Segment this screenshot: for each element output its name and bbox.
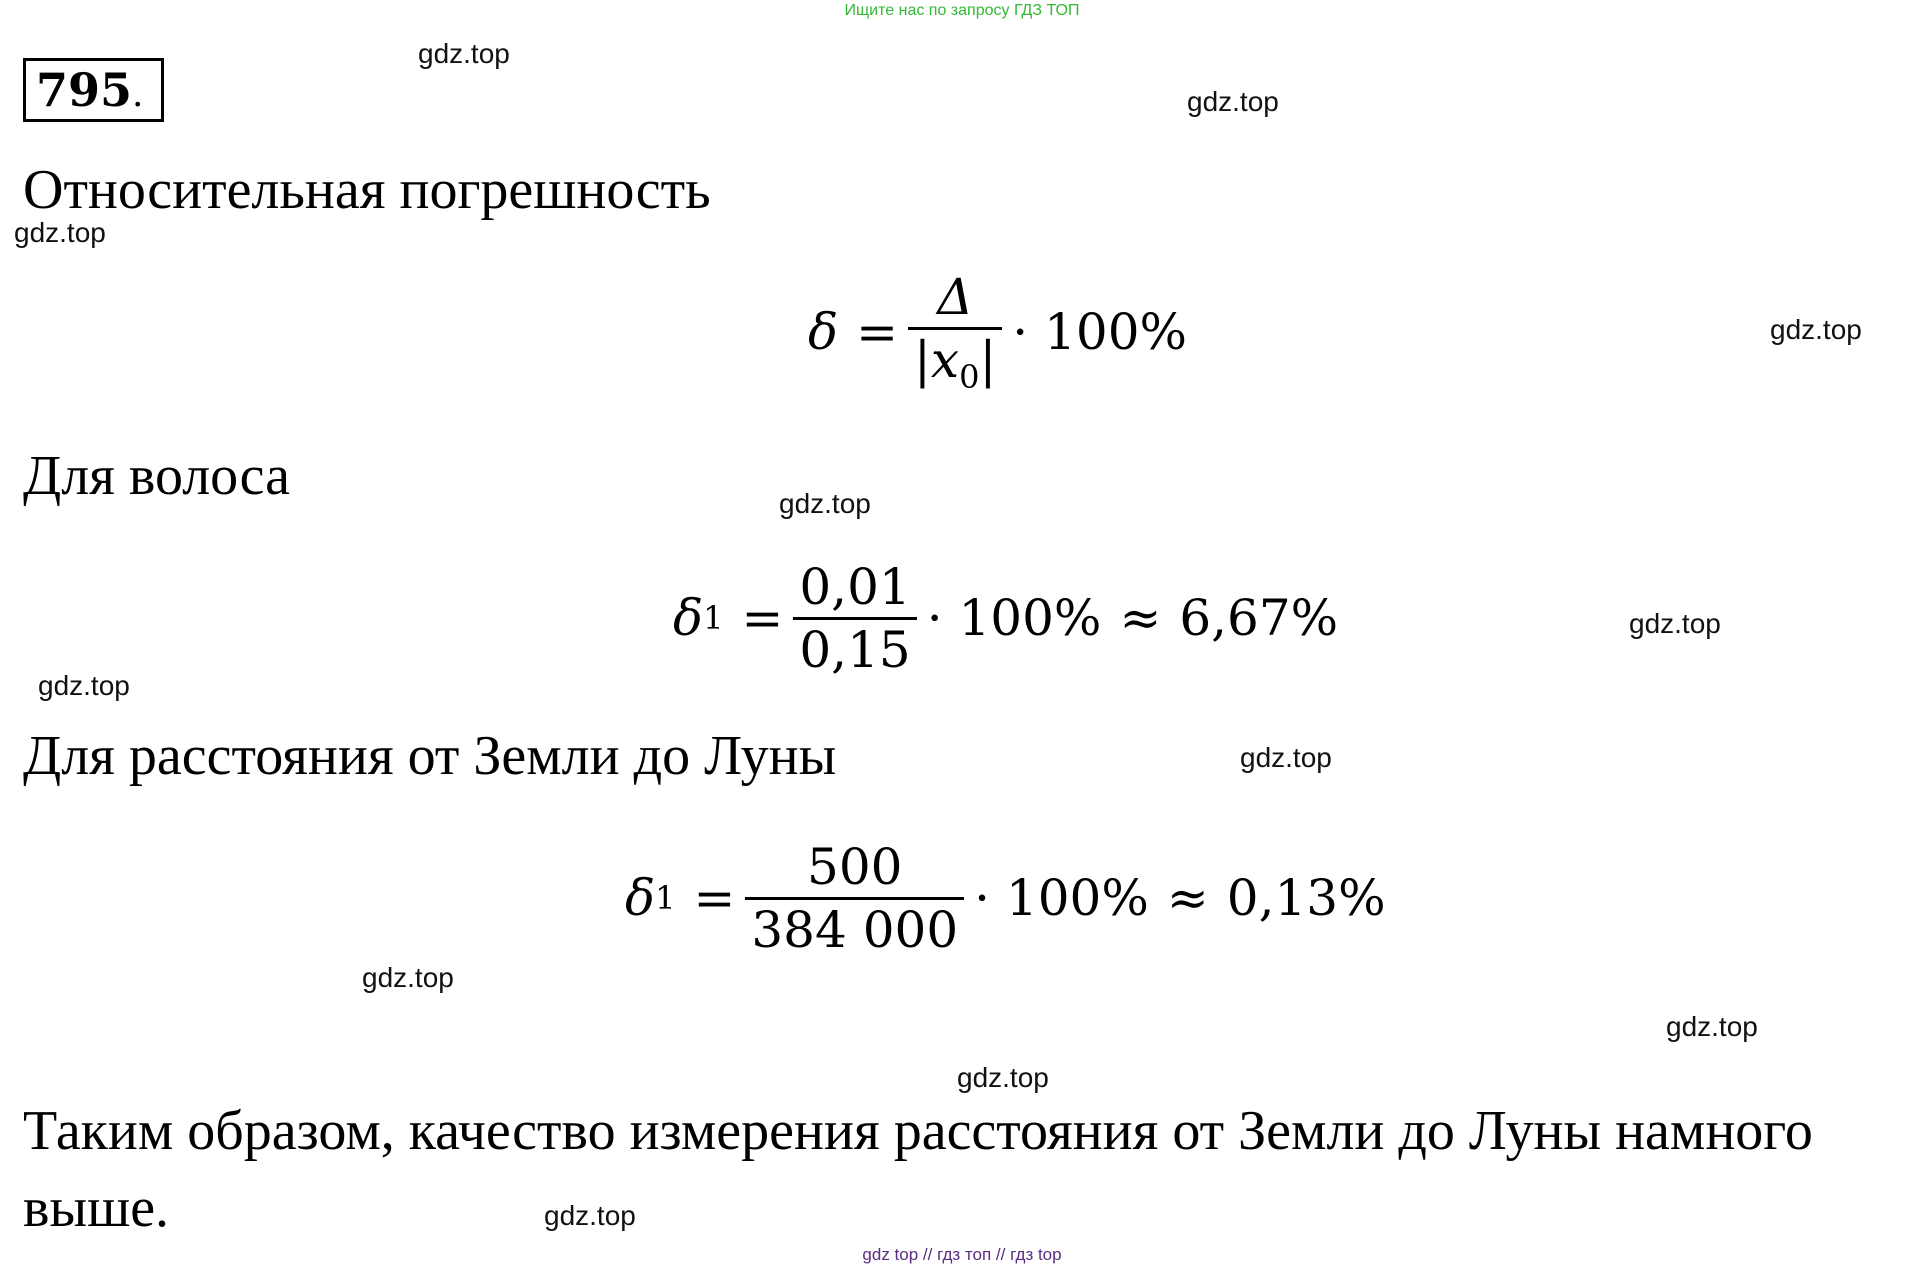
delta-symbol: δ: [808, 303, 839, 361]
delta-subscript: 1: [703, 599, 724, 637]
fraction-moon: [745, 837, 964, 960]
problem-number-dot: .: [132, 74, 144, 115]
intro-text: Относительная погрешность: [23, 159, 711, 221]
watermark: gdz.top: [957, 1062, 1049, 1093]
percent-factor: · 100%: [926, 589, 1102, 647]
moon-heading: Для расстояния от Земли до Луны: [23, 725, 837, 787]
equals-sign: =: [693, 869, 736, 927]
conclusion-line-2: выше.: [23, 1177, 170, 1239]
watermark: gdz.top: [14, 217, 106, 248]
result-value: 0,13%: [1226, 869, 1386, 927]
problem-number-box: [23, 58, 164, 122]
abs-bar-right: |: [979, 331, 997, 390]
percent-factor: · 100%: [974, 869, 1149, 927]
delta-subscript: 1: [655, 879, 676, 917]
hair-heading: Для волоса: [23, 445, 290, 507]
abs-bar-left: |: [914, 331, 931, 390]
result-value: 6,67%: [1179, 589, 1339, 647]
watermark: gdz.top: [779, 488, 871, 519]
formula-hair: [673, 548, 1338, 688]
approx-sign: ≈: [1166, 869, 1209, 927]
footer-text: gdz top // гдз топ // гдз top: [862, 1245, 1062, 1264]
problem-number: 795: [36, 63, 133, 117]
x-subscript: 0: [959, 358, 980, 397]
watermark: gdz.top: [1240, 742, 1332, 773]
delta-symbol: δ: [673, 589, 704, 647]
watermark: gdz.top: [1187, 86, 1279, 117]
watermark: gdz.top: [362, 962, 454, 993]
conclusion-line-1: Таким образом, качество измерения расстояния от Земли до Луны намного: [23, 1100, 1813, 1162]
fraction-numerator: 0,01: [799, 557, 911, 616]
fraction-denominator: 0,15: [799, 620, 911, 679]
delta-symbol: δ: [625, 869, 656, 927]
watermark: gdz.top: [544, 1200, 636, 1231]
fraction-denominator: [908, 330, 1002, 397]
x-variable: x: [930, 331, 960, 390]
watermark: gdz.top: [1666, 1011, 1758, 1042]
percent-factor: · 100%: [1012, 303, 1188, 361]
watermark: gdz.top: [1629, 608, 1721, 639]
formula-relative-error: [808, 262, 1187, 402]
top-banner: Ищите нас по запросу ГДЗ ТОП: [844, 2, 1080, 19]
watermark: gdz.top: [38, 670, 130, 701]
fraction-numerator: 500: [807, 837, 903, 896]
fraction-main: [908, 267, 1002, 397]
formula-moon: [625, 828, 1386, 968]
fraction-hair: [793, 557, 916, 680]
fraction-denominator: 384 000: [751, 900, 959, 959]
watermark: gdz.top: [418, 38, 510, 69]
approx-sign: ≈: [1119, 589, 1162, 647]
equals-sign: =: [741, 589, 784, 647]
watermark: gdz.top: [1770, 314, 1862, 345]
equals-sign: =: [856, 303, 899, 361]
fraction-numerator: Δ: [937, 268, 974, 327]
